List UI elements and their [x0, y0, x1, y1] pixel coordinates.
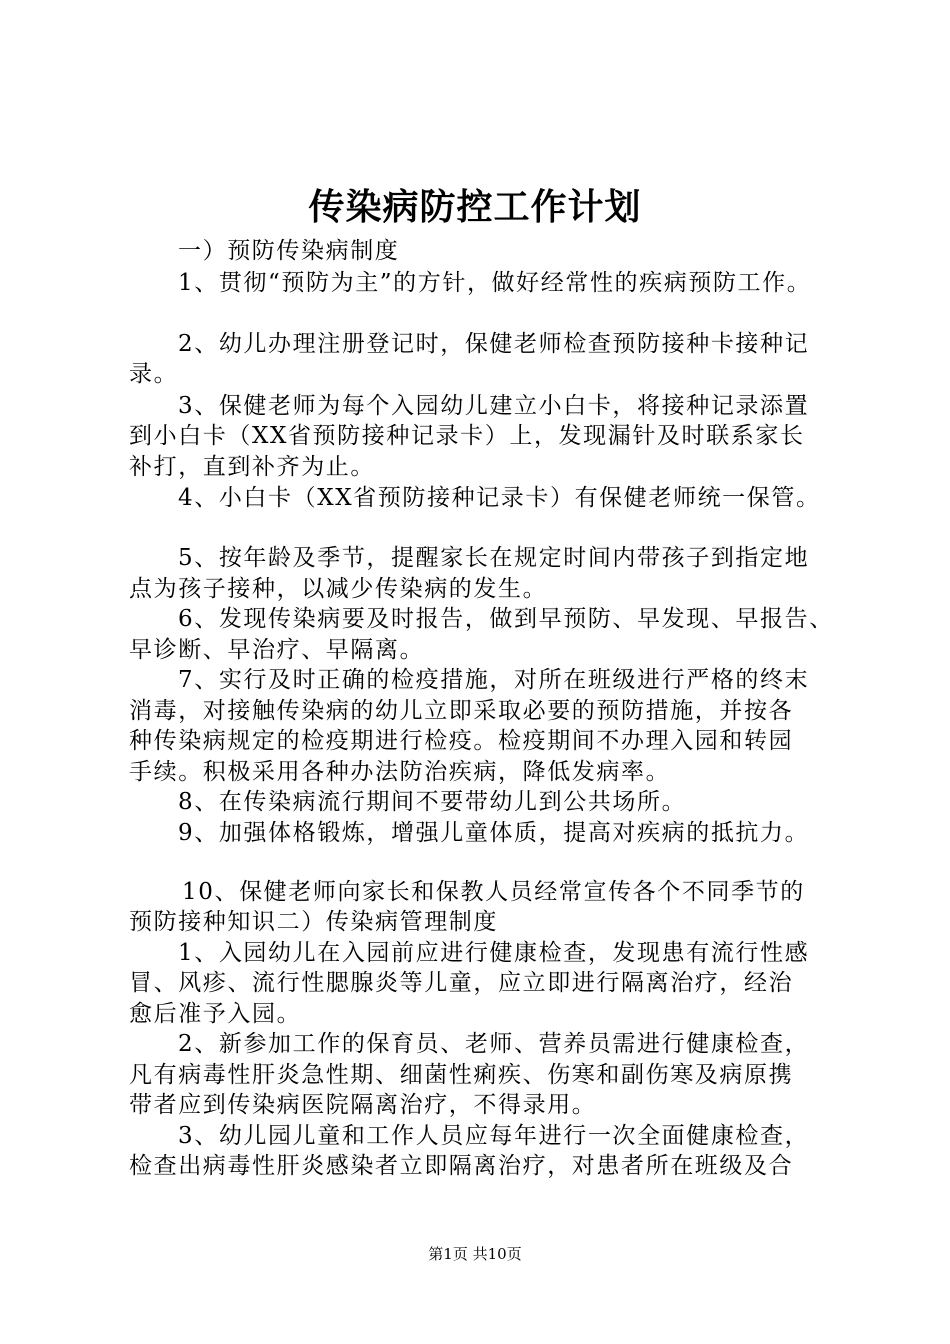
- text-line: 补打，直到补齐为止。: [129, 454, 375, 480]
- text-line: 检查出病毒性肝炎感染者立即隔离治疗，对患者所在班级及合: [129, 1153, 794, 1179]
- text-line: 8、在传染病流行期间不要带幼儿到公共场所。: [178, 789, 687, 815]
- text-line: 5、按年龄及季节，提醒家长在规定时间内带孩子到指定地: [178, 545, 810, 571]
- text-line: 2、新参加工作的保育员、老师、营养员需进行健康检查，: [178, 1031, 810, 1057]
- document-title: 传染病防控工作计划: [308, 186, 642, 228]
- text-line: 9、加强体格锻炼，增强儿童体质，提高对疾病的抵抗力。: [178, 820, 810, 846]
- text-line: 愈后准予入园。: [129, 1001, 302, 1027]
- text-line: 3、幼儿园儿童和工作人员应每年进行一次全面健康检查，: [178, 1123, 810, 1149]
- text-line: 带者应到传染病医院隔离治疗，不得录用。: [129, 1092, 597, 1118]
- text-line: 消毒，对接触传染病的幼儿立即采取必要的预防措施，并按各: [129, 698, 794, 724]
- text-line: 3、保健老师为每个入园幼儿建立小白卡，将接种记录添置: [178, 393, 810, 419]
- text-line: 1、贯彻“预防为主”的方针，做好经常性的疾病预防工作。: [178, 270, 812, 296]
- text-line: 4、小白卡（XX省预防接种记录卡）有保健老师统一保管。: [178, 485, 821, 511]
- text-line: 手续。积极采用各种办法防治疾病，降低发病率。: [129, 759, 671, 785]
- text-line: 录。: [129, 361, 179, 387]
- text-line: 2、幼儿办理注册登记时，保健老师检查预防接种卡接种记: [178, 331, 810, 357]
- text-line: 冒、风疹、流行性腮腺炎等儿童，应立即进行隔离治疗，经治: [129, 970, 794, 996]
- text-line: 到小白卡（XX省预防接种记录卡）上，发现漏针及时联系家长: [129, 423, 805, 449]
- text-line: 1、入园幼儿在入园前应进行健康检查，发现患有流行性感: [178, 940, 810, 966]
- text-line: 凡有病毒性肝炎急性期、细菌性痢疾、伤寒和副伤寒及病原携: [129, 1062, 794, 1088]
- text-line: 预防接种知识二）传染病管理制度: [129, 909, 498, 935]
- text-line: 6、发现传染病要及时报告，做到早预防、早发现、早报告、: [178, 606, 834, 632]
- text-line: 早诊断、早治疗、早隔离。: [129, 637, 425, 663]
- text-line: 一）预防传染病制度: [178, 238, 400, 264]
- text-line: 7、实行及时正确的检疫措施，对所在班级进行严格的终末: [178, 667, 810, 693]
- text-line: 10、保健老师向家长和保教人员经常宣传各个不同季节的: [182, 879, 805, 905]
- text-line: 点为孩子接种，以减少传染病的发生。: [129, 576, 548, 602]
- page-number-footer: 第1页 共10页: [428, 1245, 522, 1263]
- text-line: 种传染病规定的检疫期进行检疫。检疫期间不办理入园和转园: [129, 728, 794, 754]
